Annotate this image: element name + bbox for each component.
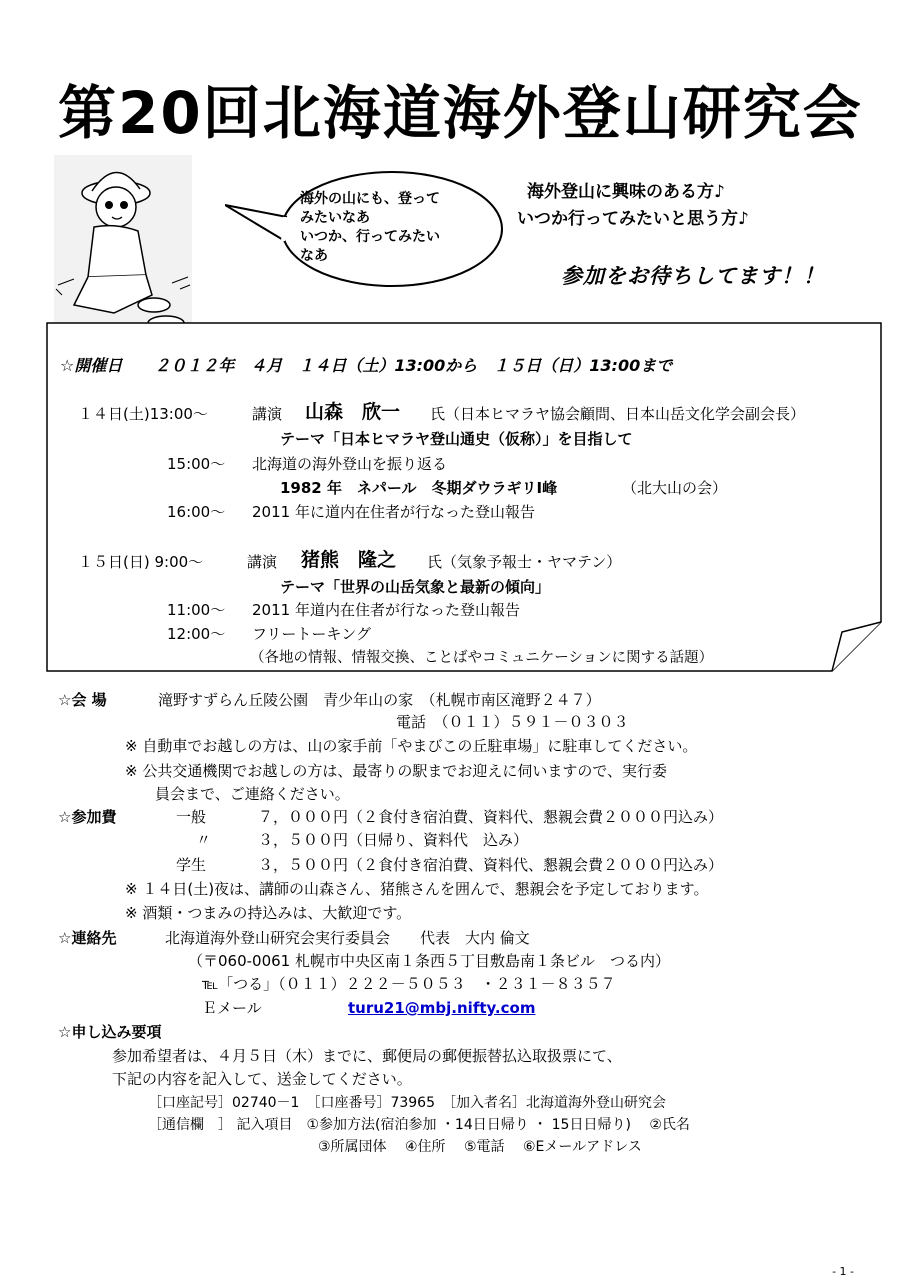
day2-theme: テーマ「世界の山岳気象と最新の傾向」 (280, 578, 551, 596)
catch-line-1: 海外登山に興味のある方♪ (527, 182, 725, 202)
day1-speaker: 山森 欣一 (305, 401, 401, 423)
day1-time (78, 402, 208, 426)
fee-note-1: ※ １４日(土)夜は、講師の山森さん、猪熊さんを囲んで、懇親会を予定しております。 (125, 880, 709, 898)
day2-kouen: 講演 (247, 553, 278, 571)
day2-t2: 11:00～ (167, 601, 226, 619)
day1-affiliation: 氏（日本ヒマラヤ協会顧問、日本山岳文化学会副会長） (430, 405, 806, 423)
contact-email-label: Ｅメール (202, 999, 262, 1017)
catch-line-2: いつか行ってみたいと思う方♪ (517, 209, 749, 229)
apply-memo-2: ③所属団体 ④住所 ⑤電話 ⑥Eメールアドレス (318, 1139, 642, 1155)
day2-speaker: 猪熊 隆之 (301, 549, 397, 571)
venue-tel: 電話 （０１１）５９１－０３０３ (396, 713, 629, 731)
day2-t2-text: 2011 年道内在住者が行なった登山報告 (252, 601, 520, 619)
apply-account: ［口座記号］02740－1 ［口座番号］73965 ［加入者名］北海道海外登山研究会 (148, 1095, 666, 1111)
day1-t3-text: 2011 年に道内在住者が行なった登山報告 (252, 503, 535, 521)
contact-email-link[interactable]: turu21@mbj.nifty.com (348, 999, 536, 1017)
day1-t2: 15:00～ (167, 455, 226, 473)
day2-time: １５日(日) 9:00～ (78, 553, 204, 571)
fee-text-2: ３，５００円（日帰り、資料代 込み） (258, 831, 529, 849)
day1-kouen: 講演 (252, 405, 283, 423)
fee-cat-1: 一般 (176, 808, 207, 826)
venue-label: ☆会 場 (58, 691, 107, 709)
day1-t2-text: 北海道の海外登山を振り返る (252, 455, 448, 473)
day2-t3-text: フリートーキング (252, 625, 371, 643)
day1-t2-sub-b: （北大山の会） (622, 479, 728, 497)
venue-note-2a: ※ 公共交通機関でお越しの方は、最寄りの駅までお迎えに伺いますので、実行委 (125, 762, 668, 780)
day1-theme: テーマ「日本ヒマラヤ登山通史（仮称）」を目指して (280, 430, 633, 448)
day2-t3-note: （各地の情報、情報交換、ことばやコミュニケーションに関する話題） (250, 650, 714, 666)
hiker-illustration (54, 155, 192, 345)
day2-t3: 12:00～ (167, 625, 226, 643)
fee-text-1: ７，０００円（２食付き宿泊費、資料代、懇親会費２０００円込み） (258, 808, 724, 826)
day1-time-text: １４日(土)13:00～ (78, 405, 208, 423)
bubble-text (300, 190, 440, 266)
apply-memo-1: ［通信欄 ］ 記入項目 ①参加方法(宿泊参加 ・14日日帰り ・ 15日日帰り) ②氏名 (148, 1117, 690, 1133)
fee-text-3: ３，５００円（２食付き宿泊費、資料代、懇親会費２０００円込み） (258, 856, 724, 874)
contact-org: 北海道海外登山研究会実行委員会 代表 大内 倫文 (165, 929, 530, 947)
day1-t3: 16:00～ (167, 503, 226, 521)
venue-note-1: ※ 自動車でお越しの方は、山の家手前「やまびこの丘駐車場」に駐車してください。 (125, 737, 698, 755)
apply-paragraph-1: 参加希望者は、４月５日（木）までに、郵便局の郵便振替払込取扱票にて、 (112, 1047, 622, 1065)
contact-address: （〒060-0061 札幌市中央区南１条西５丁目敷島南１条ビル つる内） (188, 952, 670, 970)
apply-paragraph-2: 下記の内容を記入して、送金してください。 (112, 1070, 412, 1088)
fee-note-2: ※ 酒類・つまみの持込みは、大歓迎です。 (125, 904, 412, 922)
wait-message: 参加をお待ちしてます！！ (561, 264, 825, 288)
fee-cat-2: 〃 (196, 831, 212, 849)
bubble-line: なあ (300, 248, 328, 264)
schedule-header: ☆開催日 ２０１２年 ４月 １４日（土）13:00から １５日（日）13:00まで (60, 356, 673, 375)
contact-label: ☆連絡先 (58, 929, 117, 947)
page-number: - 1 - (832, 1265, 854, 1278)
bubble-line: いつか、行ってみたい (300, 229, 440, 245)
apply-label: ☆申し込み要項 (58, 1023, 162, 1041)
day1-t2-sub: 1982 年 ネパール 冬期ダウラギリⅠ峰 (280, 479, 558, 497)
bubble-line: みたいなあ (300, 210, 370, 226)
day2-affiliation: 氏（気象予報士・ヤマテン） (427, 553, 622, 571)
bubble-line: 海外の山にも、登って (300, 191, 440, 207)
fee-cat-3: 学生 (176, 856, 207, 874)
venue-place: 滝野すずらん丘陵公園 青少年山の家 （札幌市南区滝野２４７） (158, 691, 601, 709)
venue-note-2b: 員会まで、ご連絡ください。 (155, 785, 350, 803)
contact-tel: ℡「つる」（０１１）２２２－５０５３ ・２３１－８３５７ (202, 975, 616, 993)
page-title: 第20回北海道海外登山研究会 (58, 79, 863, 147)
fee-label: ☆参加費 (58, 808, 117, 826)
